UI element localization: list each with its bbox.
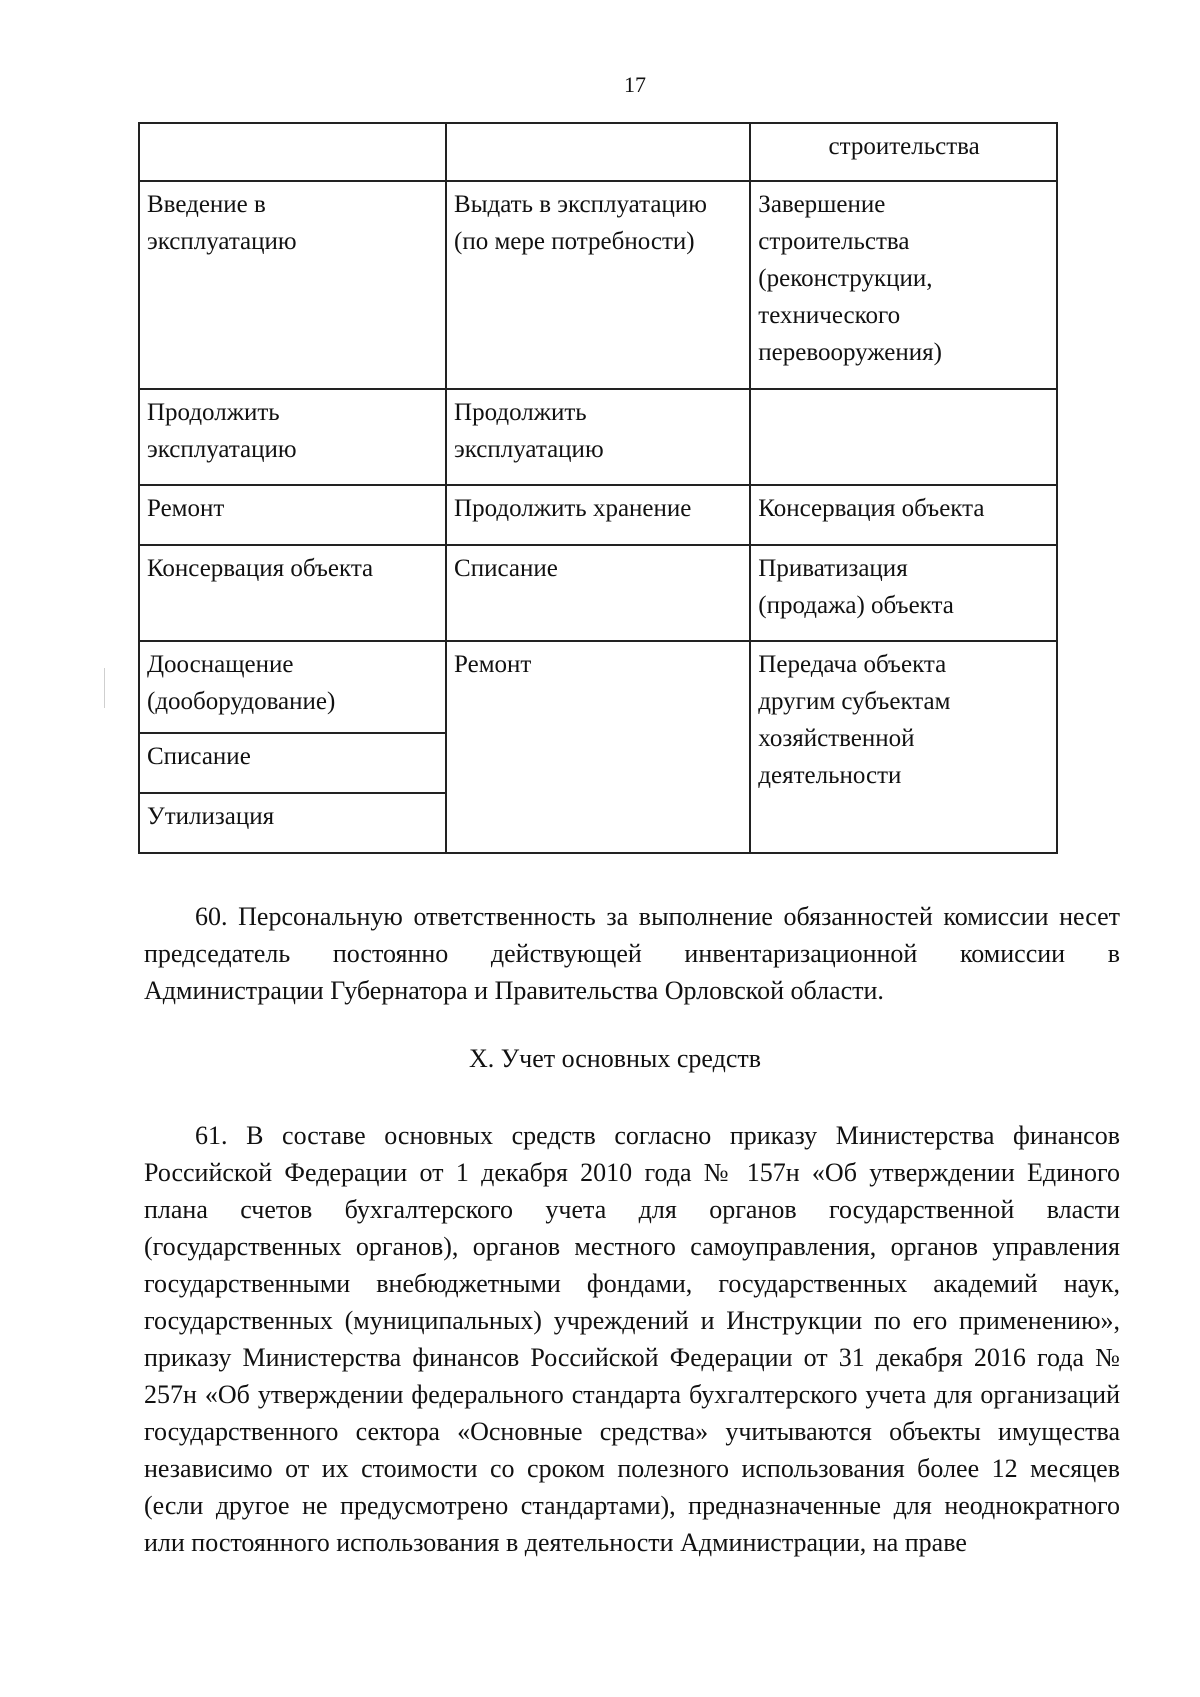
table-cell: Дооснащение (дооборудование) <box>139 641 446 733</box>
table-row <box>139 181 1057 389</box>
table-row <box>139 485 1057 545</box>
table-cell: Передача объекта другим субъектам хозяйственной деятельности <box>750 641 1057 853</box>
table-cell: Выдать в эксплуатацию (по мере потребности) <box>446 181 750 389</box>
table-cell: Ремонт <box>446 641 750 853</box>
table-cell <box>446 123 750 181</box>
table-cell: Введение в эксплуатацию <box>139 181 446 389</box>
table-row <box>139 123 1057 181</box>
table-cell: Утилизация <box>139 793 446 853</box>
paragraph-61: 61. В составе основных средств согласно приказу Министерства финансов Российской Федерации от 1 декабря 2010 года № 157н «Об утверждении Единого плана счетов бухгалтерского учета для органов государственной власти (государственных органов), органов местного самоуправления, органов управления государственными внебюджетными фондами, государственных академий наук, государственных (муниципальных) учреждений и Инструкции по его применению», приказу Министерства финансов Российской Федерации от 31 декабря 2016 года № 257н «Об утверждении федерального стандарта бухгалтерского учета для организаций государственного сектора «Основные средства» учитываются объекты имущества независимо от их стоимости со сроком полезного использования более 12 месяцев (если другое не предусмотрено стандартами), предназначенные для неоднократного или постоянного использования в деятельности Администрации, на праве <box>144 1121 1120 1557</box>
table-cell: Консервация объекта <box>750 485 1057 545</box>
table-cell: Продолжить эксплуатацию <box>139 389 446 485</box>
table-cell: Завершение строительства (реконструкции, технического перевооружения) <box>750 181 1057 389</box>
disposition-table <box>138 122 1058 854</box>
table-cell: Консервация объекта <box>139 545 446 641</box>
table-cell: Списание <box>139 733 446 793</box>
table-row <box>139 389 1057 485</box>
table-cell: Продолжить хранение <box>446 485 750 545</box>
section-heading: X. Учет основных средств <box>468 1044 762 1073</box>
table-cell: Списание <box>446 545 750 641</box>
margin-mark <box>104 668 105 708</box>
table-cell: Приватизация (продажа) объекта <box>750 545 1057 641</box>
table-cell <box>750 389 1057 485</box>
table-cell: Продолжить эксплуатацию <box>446 389 750 485</box>
paragraph-60: 60. Персональную ответственность за выполнение обязанностей комиссии несет председатель постоянно действующей инвентаризационной комиссии в Администрации Губернатора и Правительства Орловской области. <box>144 902 1120 1005</box>
table-row <box>139 641 1057 733</box>
table-cell: Ремонт <box>139 485 446 545</box>
table-row <box>139 545 1057 641</box>
page-number: 17 <box>624 72 646 97</box>
table-cell <box>139 123 446 181</box>
table-cell: строительства <box>750 123 1057 181</box>
